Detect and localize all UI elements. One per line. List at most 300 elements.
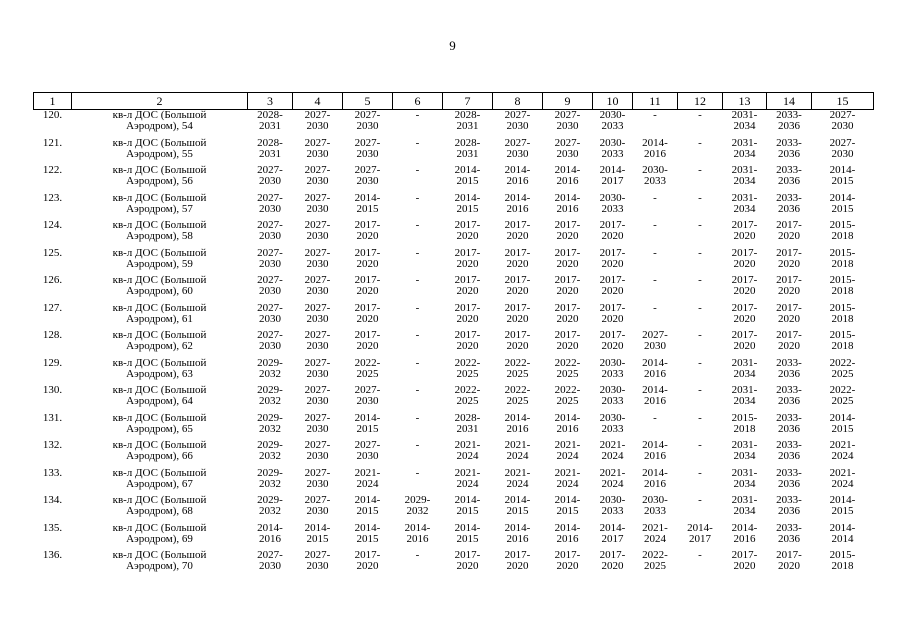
row-name-line2: Аэродром), 70 [126, 560, 193, 572]
period-cell [343, 468, 393, 496]
period-line: 2016 [556, 175, 579, 187]
row-name-line2: Аэродром), 63 [126, 367, 193, 380]
period-cell [248, 110, 293, 138]
period-cell [343, 193, 393, 221]
period-cell [723, 468, 767, 496]
period-line: 2030 [506, 147, 529, 160]
row-name [72, 220, 248, 248]
period-line: 2020 [456, 340, 479, 352]
period-line: 2030 [306, 395, 329, 407]
period-line: 2033- [776, 494, 802, 506]
period-line: 2024 [831, 450, 854, 462]
period-line: 2027- [304, 411, 331, 424]
row-name [72, 193, 248, 221]
table-row [34, 275, 874, 303]
period-cell [293, 358, 343, 386]
column-header: 4 [293, 93, 343, 110]
period-cell [812, 303, 874, 331]
period-line: 2027- [554, 136, 581, 149]
row-name-line1: кв-л ДОС (Большой [112, 356, 207, 369]
period-line: 2021- [829, 466, 856, 479]
period-line: 2017- [776, 274, 802, 286]
period-line: 2014- [687, 521, 713, 534]
period-line: 2027- [304, 136, 331, 149]
period-cell [767, 303, 812, 331]
period-line: 2030- [599, 191, 626, 204]
table-row [34, 523, 874, 551]
table-row [34, 550, 874, 578]
period-cell [293, 468, 343, 496]
period-cell: - [698, 439, 702, 451]
period-cell [723, 495, 767, 523]
period-line: 2017- [554, 219, 581, 231]
period-cell [443, 413, 493, 441]
period-line: 2020 [733, 230, 756, 242]
period-line: 2025 [556, 367, 579, 380]
period-cell [723, 358, 767, 386]
period-cell [293, 110, 343, 138]
period-line: 2020 [456, 312, 479, 325]
period-line: 2028- [454, 109, 481, 121]
period-cell [543, 523, 593, 551]
column-header: 9 [543, 93, 593, 110]
period-line: 2017- [554, 549, 581, 561]
row-name [72, 413, 248, 441]
period-line: 2030 [831, 120, 854, 132]
period-cell [443, 358, 493, 386]
period-cell [343, 413, 393, 441]
period-line: 2028- [454, 411, 481, 424]
period-line: 2020 [556, 340, 579, 352]
period-line: 2027- [304, 191, 331, 204]
period-cell [543, 248, 593, 276]
period-cell [767, 440, 812, 468]
period-line: 2020 [733, 312, 756, 325]
period-line: 2020 [456, 285, 479, 297]
period-line: 2020 [778, 560, 800, 572]
period-line: 2018 [831, 312, 854, 325]
period-line: 2024 [601, 450, 624, 462]
period-line: 2020 [506, 285, 529, 297]
period-line: 2022- [829, 384, 856, 396]
period-line: 2030 [644, 340, 666, 352]
period-line: 2016 [644, 395, 666, 407]
period-line: 2030 [306, 367, 329, 380]
table-row [34, 220, 874, 248]
period-cell [393, 523, 443, 551]
period-cell [767, 523, 812, 551]
period-line: 2020 [733, 560, 756, 572]
period-line: 2018 [831, 340, 854, 352]
table-row [34, 303, 874, 331]
period-cell [293, 248, 343, 276]
period-line: 2016 [406, 532, 429, 545]
period-line: 2017- [454, 549, 481, 561]
period-line: 2017- [554, 246, 581, 259]
period-cell: - [415, 219, 420, 231]
period-cell [812, 523, 874, 551]
period-line: 2027- [257, 301, 283, 314]
period-line: 2017- [504, 549, 531, 561]
period-line: 2027- [257, 549, 283, 561]
period-line: 2027- [257, 219, 283, 231]
period-cell [593, 138, 633, 166]
period-line: 2020 [601, 340, 624, 352]
row-name [72, 440, 248, 468]
period-line: 2016 [556, 422, 579, 435]
period-cell: - [698, 219, 702, 231]
row-name-line2: Аэродром), 61 [126, 312, 193, 325]
period-cell [443, 220, 493, 248]
period-cell: - [698, 246, 702, 259]
period-cell [723, 138, 767, 166]
row-name [72, 358, 248, 386]
period-cell [812, 550, 874, 578]
period-line: 2033 [601, 202, 624, 215]
row-number: 126. [42, 274, 63, 286]
period-line: 2027- [829, 136, 856, 149]
period-cell [493, 523, 543, 551]
period-cell [543, 495, 593, 523]
period-cell [493, 468, 543, 496]
row-name [72, 330, 248, 358]
period-line: 2020 [778, 257, 800, 270]
row-name-line2: Аэродром), 59 [126, 257, 193, 270]
period-line: 2014- [354, 494, 381, 506]
period-line: 2017- [504, 329, 531, 341]
period-line: 2025 [556, 395, 579, 407]
period-cell [343, 330, 393, 358]
row-number: 130. [42, 384, 63, 396]
period-line: 2030 [306, 560, 329, 572]
table-row [34, 165, 874, 193]
table-row [34, 413, 874, 441]
period-cell: - [653, 191, 657, 204]
period-line: 2020 [356, 560, 379, 572]
period-line: 2021- [454, 466, 481, 479]
period-cell [767, 330, 812, 358]
period-line: 2030 [259, 340, 281, 352]
period-cell [443, 193, 493, 221]
period-line: 2032 [259, 367, 281, 380]
period-cell [443, 110, 493, 138]
column-header: 6 [393, 93, 443, 110]
period-line: 2017- [454, 329, 481, 341]
period-line: 2036 [778, 147, 800, 160]
period-line: 2029- [257, 466, 283, 479]
period-cell [593, 220, 633, 248]
period-cell [723, 550, 767, 578]
row-name-line2: Аэродром), 69 [126, 532, 193, 545]
period-line: 2030- [599, 494, 626, 506]
period-cell: - [698, 136, 702, 149]
period-line: 2032 [259, 450, 281, 462]
period-cell [723, 165, 767, 193]
period-line: 2015 [356, 202, 379, 215]
period-line: 2031- [731, 356, 758, 369]
row-name-line1: кв-л ДОС (Большой [112, 136, 207, 149]
period-cell [248, 358, 293, 386]
period-cell [812, 385, 874, 413]
period-line: 2030 [306, 450, 329, 462]
period-line: 2020 [778, 340, 800, 352]
period-line: 2020 [456, 560, 479, 572]
period-line: 2034 [733, 120, 756, 132]
period-cell [593, 248, 633, 276]
period-line: 2036 [778, 395, 800, 407]
period-line: 2014- [554, 164, 581, 176]
column-header: 1 [34, 93, 72, 110]
period-line: 2029- [257, 384, 283, 396]
period-cell: - [698, 301, 702, 314]
row-name-line2: Аэродром), 60 [126, 285, 193, 297]
table-row [34, 440, 874, 468]
period-line: 2030 [356, 450, 379, 462]
period-cell [343, 523, 393, 551]
period-line: 2017- [731, 246, 758, 259]
period-line: 2015- [829, 219, 856, 231]
period-cell [633, 385, 678, 413]
period-cell [812, 193, 874, 221]
period-cell: - [698, 466, 702, 479]
period-line: 2036 [778, 175, 800, 187]
period-cell [343, 248, 393, 276]
period-cell [443, 248, 493, 276]
period-line: 2014- [504, 411, 531, 424]
period-cell [493, 495, 543, 523]
row-name-line1: кв-л ДОС (Большой [112, 384, 207, 396]
period-line: 2014- [554, 494, 581, 506]
period-line: 2016 [506, 422, 529, 435]
period-cell: - [415, 246, 420, 259]
period-line: 2030- [599, 109, 626, 121]
column-header: 5 [343, 93, 393, 110]
period-line: 2030 [259, 175, 281, 187]
period-line: 2014- [829, 411, 856, 424]
period-line: 2017- [731, 549, 758, 561]
period-line: 2033- [776, 411, 802, 424]
period-line: 2020 [778, 285, 800, 297]
period-cell [443, 165, 493, 193]
period-line: 2018 [831, 285, 854, 297]
row-number: 135. [42, 521, 63, 534]
period-cell: - [698, 411, 702, 424]
period-line: 2017- [599, 301, 626, 314]
period-cell [343, 495, 393, 523]
period-line: 2027- [304, 384, 331, 396]
period-cell: - [653, 274, 657, 286]
period-cell [248, 275, 293, 303]
period-cell [493, 248, 543, 276]
period-line: 2033- [776, 164, 802, 176]
period-line: 2033- [776, 521, 802, 534]
period-line: 2030 [259, 312, 281, 325]
period-line: 2031- [731, 164, 758, 176]
period-line: 2017- [354, 246, 381, 259]
period-cell [543, 303, 593, 331]
period-line: 2032 [406, 505, 429, 517]
period-cell [593, 110, 633, 138]
period-line: 2027- [354, 109, 381, 121]
row-name-line2: Аэродром), 56 [126, 175, 193, 187]
period-cell [493, 358, 543, 386]
period-line: 2015 [306, 532, 329, 545]
period-line: 2030- [642, 164, 668, 176]
period-cell [343, 275, 393, 303]
period-line: 2027- [304, 109, 331, 121]
period-cell [767, 358, 812, 386]
period-line: 2014- [642, 384, 668, 396]
period-line: 2024 [601, 477, 624, 490]
period-line: 2030 [306, 285, 329, 297]
period-cell [543, 193, 593, 221]
row-name-line2: Аэродром), 58 [126, 230, 193, 242]
row-name [72, 275, 248, 303]
period-line: 2030 [306, 477, 329, 490]
period-cell [248, 138, 293, 166]
period-line: 2016 [259, 532, 281, 545]
period-cell [293, 550, 343, 578]
period-cell [248, 303, 293, 331]
period-cell: - [653, 219, 657, 231]
period-cell [543, 385, 593, 413]
period-line: 2020 [778, 312, 800, 325]
period-line: 2020 [601, 257, 624, 270]
period-cell [723, 193, 767, 221]
period-line: 2024 [506, 477, 529, 490]
row-name-line1: кв-л ДОС (Большой [112, 246, 207, 259]
period-line: 2030 [506, 120, 529, 132]
period-line: 2020 [556, 285, 579, 297]
period-line: 2036 [778, 202, 800, 215]
period-cell [633, 440, 678, 468]
period-line: 2030 [259, 230, 281, 242]
period-line: 2015 [456, 202, 479, 215]
period-line: 2022- [504, 356, 531, 369]
period-cell [343, 385, 393, 413]
period-line: 2030- [599, 411, 626, 424]
period-cell [343, 220, 393, 248]
period-cell [443, 468, 493, 496]
row-name-line1: кв-л ДОС (Большой [112, 466, 207, 479]
period-line: 2022- [829, 356, 856, 369]
period-line: 2031 [456, 147, 479, 160]
period-line: 2024 [356, 477, 379, 490]
period-line: 2028- [257, 109, 283, 121]
row-name-line1: кв-л ДОС (Большой [112, 301, 207, 314]
period-cell: - [653, 301, 657, 314]
period-cell [767, 138, 812, 166]
period-line: 2027- [304, 301, 331, 314]
period-line: 2020 [556, 560, 579, 572]
period-line: 2017- [354, 274, 381, 286]
period-cell [248, 550, 293, 578]
period-cell [543, 275, 593, 303]
period-cell [767, 275, 812, 303]
period-cell: - [653, 411, 657, 424]
row-name-line1: кв-л ДОС (Большой [112, 274, 207, 286]
period-line: 2027- [304, 356, 331, 369]
period-line: 2020 [601, 312, 624, 325]
period-cell [593, 330, 633, 358]
column-header: 3 [248, 93, 293, 110]
period-line: 2015 [356, 505, 379, 517]
period-cell: - [698, 164, 702, 176]
period-line: 2034 [733, 147, 756, 160]
row-name-line2: Аэродром), 64 [126, 395, 193, 407]
period-cell: - [415, 439, 420, 451]
period-line: 2031- [731, 494, 758, 506]
period-line: 2020 [556, 312, 579, 325]
row-number: 131. [42, 411, 63, 424]
period-line: 2027- [257, 164, 283, 176]
period-line: 2014- [642, 136, 668, 149]
period-cell [767, 110, 812, 138]
period-line: 2020 [456, 257, 479, 270]
period-line: 2033 [601, 505, 624, 517]
period-cell [593, 193, 633, 221]
period-line: 2020 [506, 312, 529, 325]
period-cell [493, 330, 543, 358]
period-cell [493, 110, 543, 138]
period-cell: - [698, 356, 702, 369]
table-row [34, 248, 874, 276]
period-line: 2017- [504, 301, 531, 314]
period-cell [493, 165, 543, 193]
period-line: 2017- [776, 246, 802, 259]
period-line: 2024 [831, 477, 854, 490]
period-line: 2030- [599, 136, 626, 149]
period-cell: - [415, 164, 420, 176]
period-line: 2014- [454, 191, 481, 204]
period-line: 2022- [554, 384, 581, 396]
period-cell [812, 413, 874, 441]
period-cell [293, 303, 343, 331]
period-line: 2022- [642, 549, 668, 561]
period-line: 2015 [556, 505, 579, 517]
period-cell [812, 248, 874, 276]
period-line: 2021- [599, 439, 626, 451]
period-line: 2030 [306, 422, 329, 435]
period-cell [633, 358, 678, 386]
period-line: 2015- [829, 246, 856, 259]
period-cell [767, 385, 812, 413]
period-cell [343, 550, 393, 578]
period-line: 2024 [506, 450, 529, 462]
row-name-line2: Аэродром), 62 [126, 340, 193, 352]
period-line: 2017- [599, 329, 626, 341]
row-name [72, 303, 248, 331]
period-line: 2020 [556, 257, 579, 270]
period-line: 2016 [644, 477, 666, 490]
period-line: 2029- [257, 494, 283, 506]
period-line: 2031- [731, 191, 758, 204]
period-cell [543, 165, 593, 193]
period-line: 2017- [454, 246, 481, 259]
period-line: 2021- [829, 439, 856, 451]
period-line: 2025 [506, 367, 529, 380]
period-line: 2017- [731, 329, 758, 341]
period-cell [493, 303, 543, 331]
period-line: 2024 [556, 477, 579, 490]
period-cell [723, 220, 767, 248]
period-line: 2027- [554, 109, 581, 121]
period-line: 2015 [456, 175, 479, 187]
period-line: 2025 [506, 395, 529, 407]
period-line: 2017- [354, 549, 381, 561]
table-row [34, 385, 874, 413]
header-row [34, 93, 874, 110]
